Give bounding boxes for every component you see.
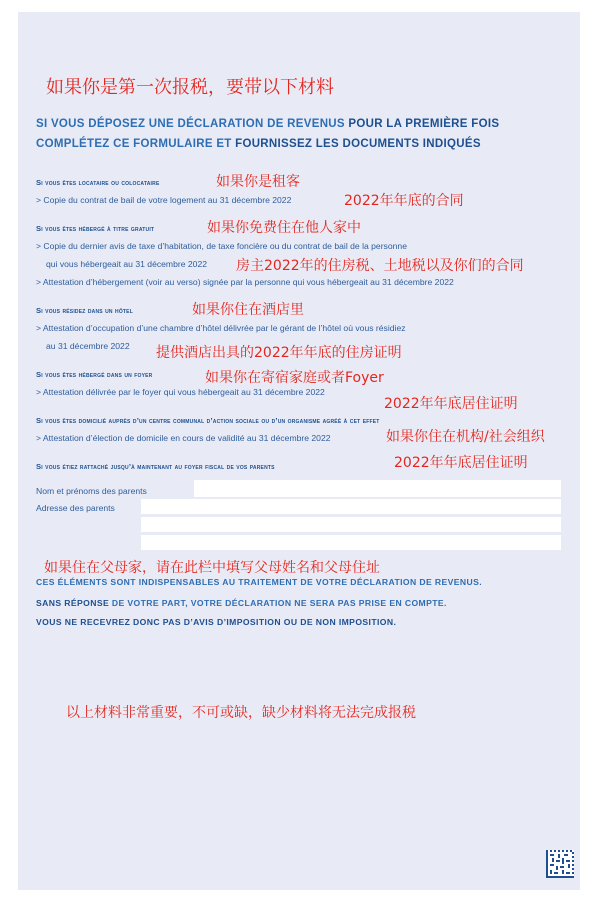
heading-annotation: 如果你是第一次报税，要带以下材料 [46, 77, 334, 98]
hotel-item-1b: au 31 décembre 2022 [46, 341, 130, 351]
foyer-item-1: > Attestation délivrée par le foyer qui vous hébergeait au 31 décembre 2022 [36, 387, 325, 397]
domicilie-item-1: > Attestation d’élection de domicile en cours de validité au 31 décembre 2022 [36, 433, 331, 443]
hotel-docs-annotation: 提供酒店出具的2022年年底的住房证明 [156, 345, 402, 361]
parents-address-field-1[interactable] [141, 499, 561, 514]
section-title-heberge: Si vous êtes hébergé à titre gratuit [36, 224, 155, 233]
parents-name-field[interactable] [194, 480, 561, 497]
warning-line-2 [36, 598, 447, 608]
intro-line-2 [36, 138, 481, 150]
warning-line-2-emphasis: SANS RÉPONSE [36, 598, 110, 608]
intro-line-1 [36, 118, 499, 130]
free-housing-docs-annotation: 房主2022年的住房税、土地税以及你们的合同 [236, 258, 524, 274]
hotel-annotation: 如果你住在酒店里 [192, 302, 304, 318]
section-title-parents: Si vous étiez rattaché jusqu’à maintenant au foyer fiscal de vos parents [36, 462, 275, 471]
institution-annotation: 如果你住在机构/社会组织 [386, 429, 545, 445]
heberge-item-2: > Attestation d’hébergement (voir au verso) signée par la personne qui vous hébergeait au 31 décembre 2022 [36, 277, 454, 287]
parents-address-label: Adresse des parents [36, 503, 115, 513]
warning-line-3: VOUS NE RECEVREZ DONC PAS D’AVIS D’IMPOSITION OU DE NON IMPOSITION. [36, 617, 397, 627]
parents-address-field-3[interactable] [141, 535, 561, 550]
contract-date-annotation: 2022年年底的合同 [344, 193, 464, 209]
datamatrix-code-icon [546, 850, 574, 878]
hotel-item-1a: > Attestation d’occupation d’une chambre d’hôtel délivrée par le gérant de l’hôtel où vous résidiez [36, 323, 406, 333]
foyer-annotation: 如果你在寄宿家庭或者Foyer [205, 370, 384, 386]
intro-line-1-emphasis: POUR LA PREMIÈRE FOIS [348, 118, 500, 130]
section-title-domicilie: Si vous êtes domicilié auprès d’un centre communal d’action sociale ou d’un organisme agréé à cet effet [36, 416, 380, 425]
locataire-item-1: > Copie du contrat de bail de votre logement au 31 décembre 2022 [36, 195, 292, 205]
parents-address-field-2[interactable] [141, 517, 561, 532]
parents-name-label: Nom et prénoms des parents [36, 486, 147, 496]
parents-fill-annotation: 如果住在父母家，请在此栏中填写父母姓名和父母住址 [44, 560, 380, 576]
intro-line-1-text: SI VOUS DÉPOSEZ UNE DÉCLARATION DE REVENUS [36, 118, 349, 130]
important-annotation: 以上材料非常重要，不可或缺，缺少材料将无法完成报税 [66, 705, 416, 721]
parents-docs-annotation: 2022年年底居住证明 [394, 455, 528, 471]
renter-annotation: 如果你是租客 [216, 174, 300, 190]
section-title-locataire: Si vous êtes locataire ou colocataire [36, 178, 160, 187]
foyer-docs-annotation: 2022年年底居住证明 [384, 396, 518, 412]
heberge-item-1b: qui vous hébergeait au 31 décembre 2022 [46, 259, 208, 269]
section-title-hotel: Si vous résidez dans un hôtel [36, 306, 133, 315]
warning-line-2-text: DE VOTRE PART, VOTRE DÉCLARATION NE SERA PAS PRISE EN COMPTE. [109, 598, 447, 608]
section-title-foyer: Si vous êtes hébergé dans un foyer [36, 370, 153, 379]
intro-line-2-emphasis: FOURNISSEZ LES DOCUMENTS INDIQUÉS [235, 138, 481, 150]
warning-line-1: CES ÉLÉMENTS SONT INDISPENSABLES AU TRAITEMENT DE VOTRE DÉCLARATION DE REVENUS. [36, 577, 483, 587]
heberge-item-1a: > Copie du dernier avis de taxe d’habitation, de taxe foncière ou du contrat de bail de la personne [36, 241, 407, 251]
free-housing-annotation: 如果你免费住在他人家中 [207, 220, 361, 236]
intro-line-2-text: COMPLÉTEZ CE FORMULAIRE ET [36, 138, 236, 150]
